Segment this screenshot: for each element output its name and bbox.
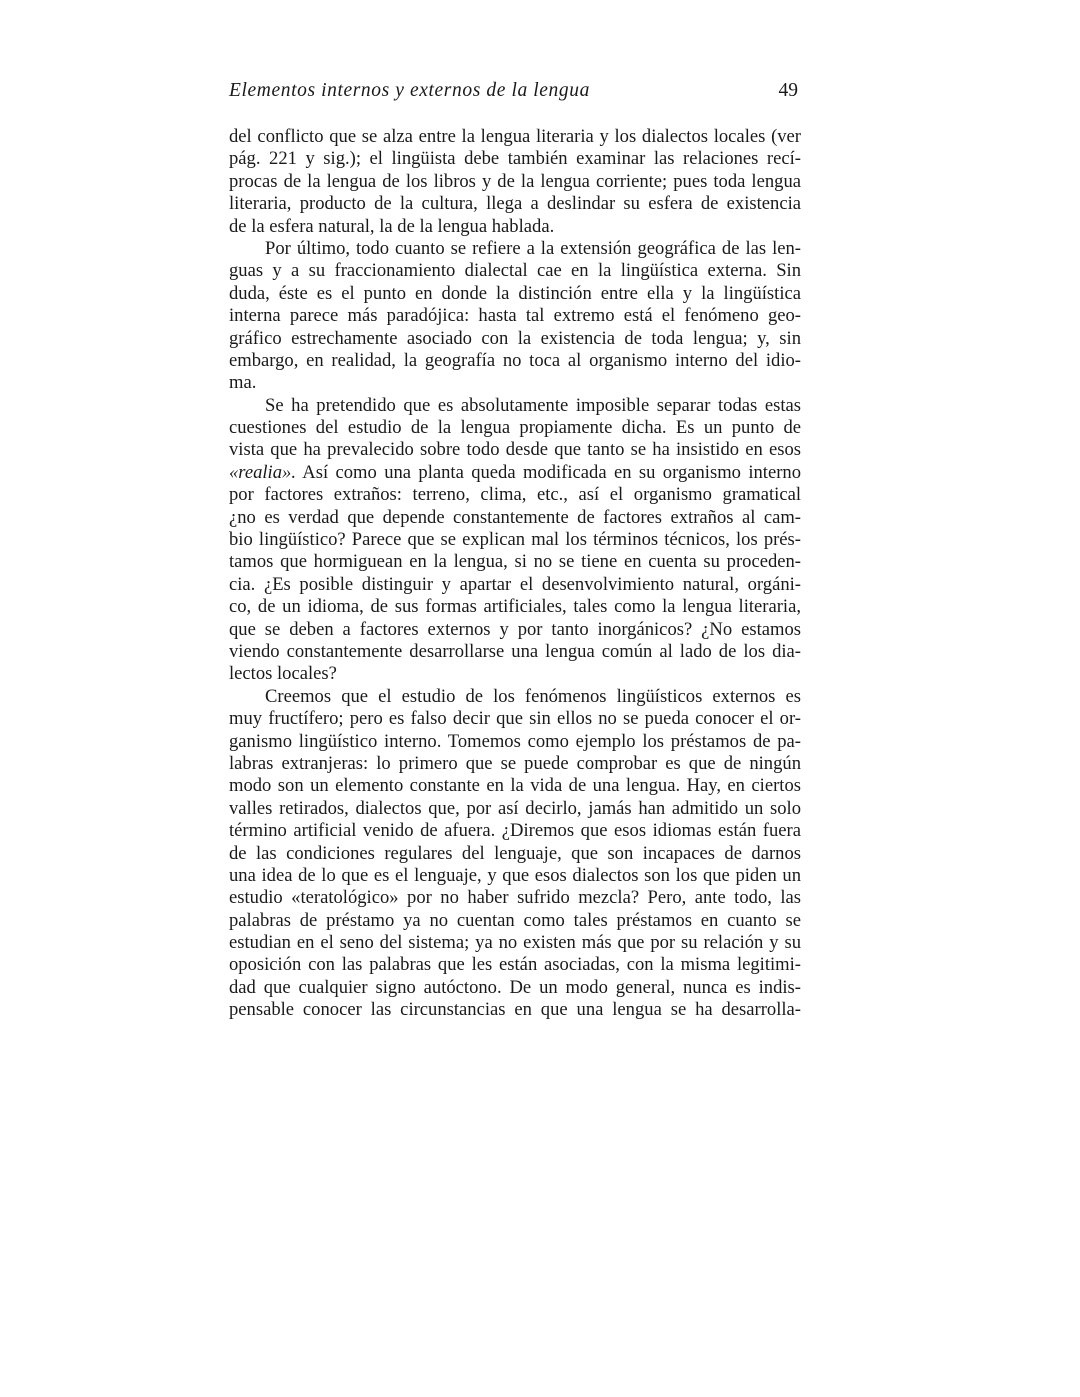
text-line: pensable conocer las circunstancias en que una lengua se ha desarrolla- — [229, 999, 801, 1021]
text-line: co, de un idioma, de sus formas artificiales, tales como la lengua literaria, — [229, 596, 801, 618]
text-line: término artificial venido de afuera. ¿Diremos que esos idiomas están fuera — [229, 820, 801, 842]
text-line: gráfico estrechamente asociado con la existencia de toda lengua; y, sin — [229, 327, 801, 349]
running-title: Elementos internos y externos de la lengua — [229, 80, 590, 101]
text-fragment: Así como una planta queda modificada en su organismo interno — [295, 461, 801, 483]
text-line: una idea de lo que es el lenguaje, y que esos dialectos son los que piden un — [229, 864, 801, 886]
text-line: duda, éste es el punto en donde la distinción entre ella y la lingüística — [229, 282, 801, 304]
text-line: estudian en el seno del sistema; ya no existen más que por su relación y su — [229, 932, 801, 954]
text-line: valles retirados, dialectos que, por así decirlo, jamás han admitido un solo — [229, 797, 801, 819]
text-line: dad que cualquier signo autóctono. De un modo general, nunca es indis- — [229, 976, 801, 998]
italic-term: «realia». — [229, 461, 296, 483]
text-line: Se ha pretendido que es absolutamente imposible separar todas estas — [265, 394, 801, 416]
text-line: guas y a su fraccionamiento dialectal cae en la lingüística externa. Sin — [229, 260, 801, 282]
text-line: ma. — [229, 372, 257, 394]
book-page — [229, 80, 801, 1022]
text-line: literaria, producto de la cultura, llega a deslindar su esfera de existencia — [229, 193, 801, 215]
text-line: labras extranjeras: lo primero que se puede comprobar es que de ningún — [229, 752, 801, 774]
text-line: pág. 221 y sig.); el lingüista debe también examinar las relaciones recí- — [229, 148, 801, 170]
text-line: ¿no es verdad que depende constantemente de factores extraños al cam- — [229, 506, 801, 528]
text-line — [229, 462, 801, 484]
text-line: lectos locales? — [229, 663, 337, 685]
text-line: que se deben a factores externos y por tanto inorgánicos? ¿No estamos — [229, 618, 801, 640]
text-line: muy fructífero; pero es falso decir que sin ellos no se pueda conocer el or- — [229, 708, 801, 730]
text-line: procas de la lengua de los libros y de la lengua corriente; pues toda lengua — [229, 170, 801, 192]
text-line: viendo constantemente desarrollarse una lengua común al lado de los dia- — [229, 640, 801, 662]
text-line: ganismo lingüístico interno. Tomemos como ejemplo los préstamos de pa- — [229, 730, 801, 752]
text-line: de las condiciones regulares del lenguaje, que son incapaces de darnos — [229, 842, 801, 864]
text-line: de la esfera natural, la de la lengua hablada. — [229, 215, 555, 237]
paragraph — [229, 238, 801, 395]
body-text — [229, 126, 801, 1022]
text-line: vista que ha prevalecido sobre todo desde que tanto se ha insistido en esos — [229, 439, 801, 461]
text-line: oposición con las palabras que les están asociadas, con la misma legitimi- — [229, 954, 801, 976]
text-line: Creemos que el estudio de los fenómenos lingüísticos externos es — [265, 685, 801, 707]
page-number: 49 — [778, 80, 798, 101]
text-line: estudio «teratológico» por no haber sufrido mezcla? Pero, ante todo, las — [229, 887, 801, 909]
text-line: interna parece más paradójica: hasta tal extremo está el fenómeno geo- — [229, 305, 801, 327]
text-line: modo son un elemento constante en la vida de una lengua. Hay, en ciertos — [229, 775, 801, 797]
text-line: del conflicto que se alza entre la lengua literaria y los dialectos locales (ver — [229, 126, 801, 147]
text-line: embargo, en realidad, la geografía no toca al organismo interno del idio- — [229, 349, 801, 371]
text-line: bio lingüístico? Parece que se explican mal los términos técnicos, los prés- — [229, 529, 801, 551]
text-line: Por último, todo cuanto se refiere a la extensión geográfica de las len- — [265, 237, 801, 259]
paragraph — [229, 395, 801, 686]
text-line: por factores extraños: terreno, clima, etc., así el organismo gramatical — [229, 484, 801, 506]
text-line: cia. ¿Es posible distinguir y apartar el desenvolvimiento natural, orgáni- — [229, 573, 801, 595]
paragraph — [229, 126, 801, 238]
paragraph — [229, 686, 801, 1022]
text-line: cuestiones del estudio de la lengua propiamente dicha. Es un punto de — [229, 417, 801, 439]
text-line: palabras de préstamo ya no cuentan como tales préstamos en cuanto se — [229, 909, 801, 931]
text-line: tamos que hormiguean en la lengua, si no se tiene en cuenta su proceden- — [229, 551, 801, 573]
running-header — [229, 80, 801, 106]
